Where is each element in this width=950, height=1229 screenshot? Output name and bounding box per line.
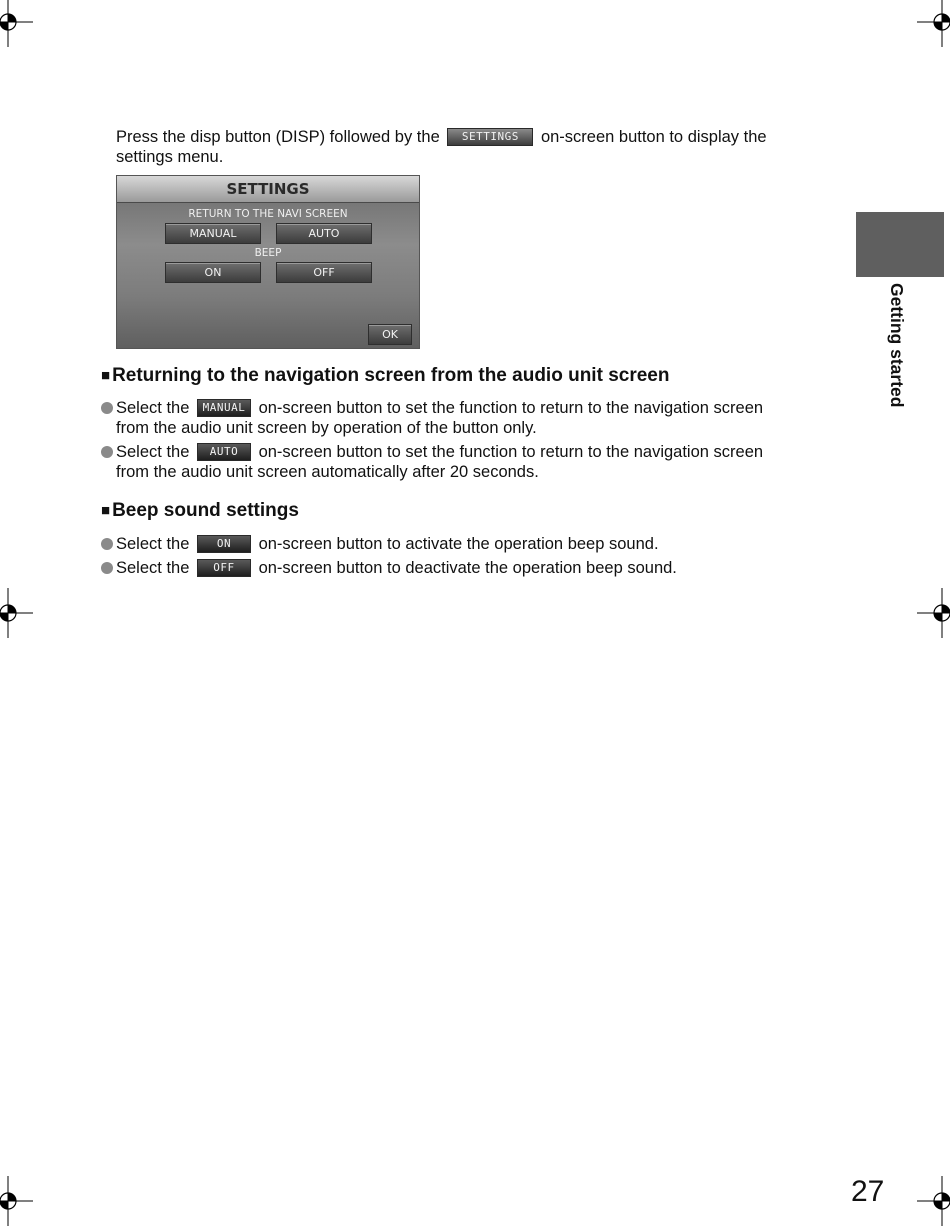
bullet-off (101, 558, 811, 578)
bullet-lead: Select the (116, 443, 190, 461)
bullet-text: on-screen button to activate the operation beep sound. (258, 535, 659, 553)
heading-text: Beep sound settings (112, 500, 299, 521)
auto-button[interactable]: AUTO (276, 223, 372, 244)
bullet-lead: Select the (116, 399, 190, 417)
beep-label: BEEP (254, 247, 282, 259)
section-heading-beep (101, 500, 299, 523)
bullet-auto (101, 442, 811, 482)
bullet-continuation: from the audio unit screen by operation of the button only. (116, 419, 537, 437)
bullet-lead: Select the (116, 535, 190, 553)
on-inline-button: ON (197, 535, 251, 553)
bullet-continuation: from the audio unit screen automatically after 20 seconds. (116, 463, 539, 481)
manual-inline-button: MANUAL (197, 399, 251, 417)
registration-mark-bottom-right (917, 1176, 950, 1226)
manual-button[interactable]: MANUAL (165, 223, 261, 244)
heading-text: Returning to the navigation screen from the audio unit screen (112, 365, 670, 386)
bullet-text: on-screen button to set the function to return to the navigation screen (258, 399, 764, 417)
ok-button[interactable]: OK (368, 324, 412, 345)
registration-mark-top-right (917, 0, 950, 47)
settings-screen (116, 175, 420, 349)
beep-on-button[interactable]: ON (165, 262, 261, 283)
bullet-text: on-screen button to set the function to return to the navigation screen (258, 443, 764, 461)
settings-screen-title: SETTINGS (117, 176, 419, 203)
beep-off-button[interactable]: OFF (276, 262, 372, 283)
intro-text-after: on-screen button to display the settings menu. (116, 128, 767, 166)
registration-mark-mid-left (0, 588, 33, 638)
heading-square-marker: ■ (101, 367, 111, 384)
registration-mark-bottom-left (0, 1176, 33, 1226)
bullet-on (101, 534, 811, 554)
bullet-dot-icon (101, 402, 113, 414)
section-heading-returning (101, 365, 669, 388)
bullet-lead: Select the (116, 559, 190, 577)
bullet-dot-icon (101, 562, 113, 574)
bullet-dot-icon (101, 538, 113, 550)
chapter-label: Getting started (887, 283, 907, 408)
bullet-text: on-screen button to deactivate the operation beep sound. (258, 559, 677, 577)
off-inline-button: OFF (197, 559, 251, 577)
page-number: 27 (851, 1175, 885, 1208)
return-navi-label: RETURN TO THE NAVI SCREEN (188, 208, 348, 220)
auto-inline-button: AUTO (197, 443, 251, 461)
settings-inline-button: SETTINGS (447, 128, 533, 146)
chapter-tab (856, 212, 944, 277)
registration-mark-top-left (0, 0, 33, 47)
registration-mark-mid-right (917, 588, 950, 638)
intro-text-before: Press the disp button (DISP) followed by the (116, 128, 440, 146)
bullet-manual (101, 398, 811, 438)
intro-paragraph (116, 127, 816, 167)
heading-square-marker: ■ (101, 502, 111, 519)
bullet-dot-icon (101, 446, 113, 458)
